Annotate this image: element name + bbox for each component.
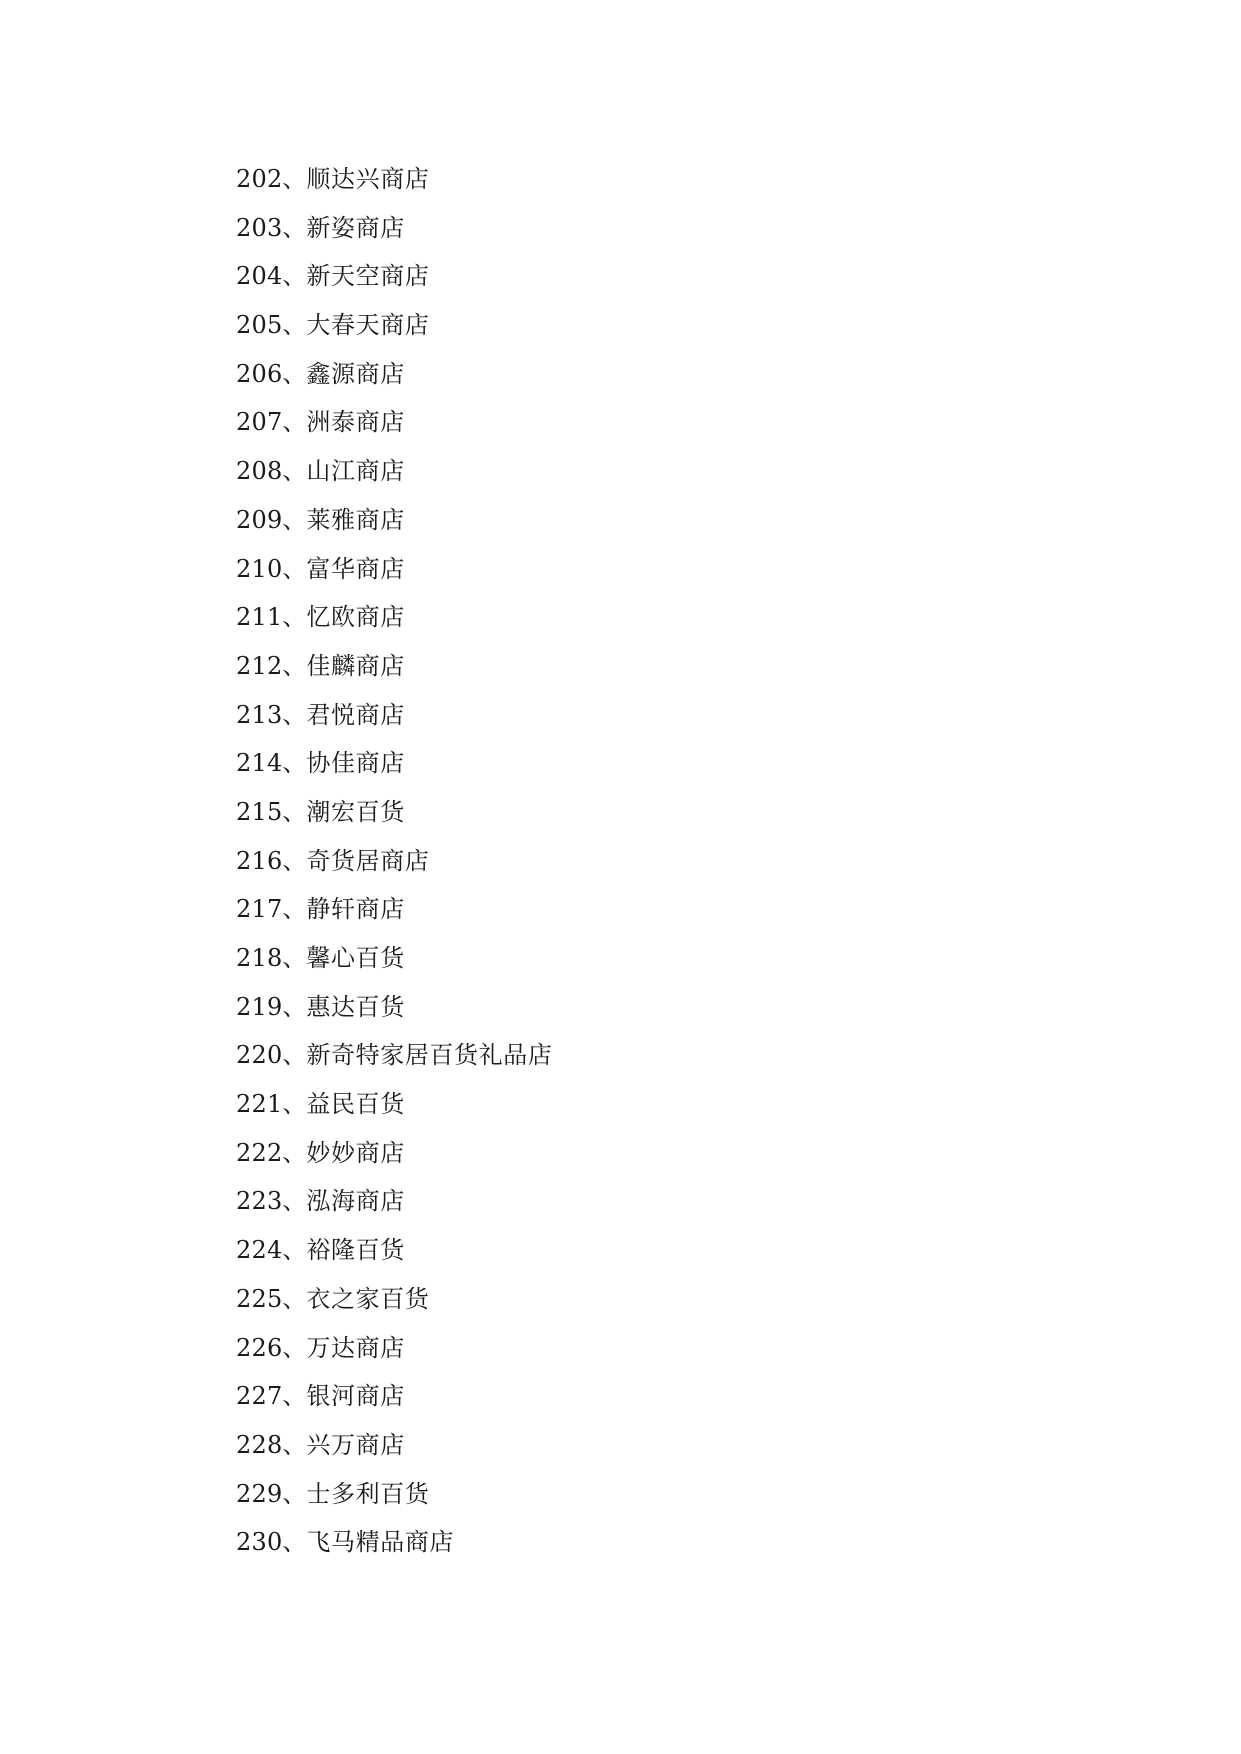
item-number: 203	[236, 213, 283, 242]
item-number: 219	[236, 992, 283, 1021]
item-name: 奇货居商店	[306, 846, 430, 875]
list-item	[236, 1129, 552, 1178]
list-item	[236, 301, 552, 350]
item-number: 207	[236, 408, 283, 437]
item-number: 214	[236, 749, 283, 778]
item-separator: 、	[282, 603, 307, 632]
item-number: 224	[236, 1236, 283, 1265]
item-name: 妙妙商店	[306, 1138, 405, 1167]
list-item	[236, 1177, 552, 1226]
item-separator: 、	[282, 554, 307, 583]
list-item	[236, 788, 552, 837]
item-separator: 、	[282, 408, 307, 437]
item-name: 潮宏百货	[306, 797, 405, 826]
item-separator: 、	[282, 1528, 307, 1557]
list-item	[236, 1080, 552, 1129]
item-name: 士多利百货	[306, 1479, 430, 1508]
item-number: 205	[236, 311, 283, 340]
item-name: 协佳商店	[306, 749, 405, 778]
list-item	[236, 398, 552, 447]
item-number: 217	[236, 895, 283, 924]
item-separator: 、	[282, 359, 307, 388]
item-number: 210	[236, 554, 283, 583]
list-item	[236, 496, 552, 545]
list-item	[236, 983, 552, 1032]
item-number: 220	[236, 1041, 283, 1070]
list-item	[236, 1372, 552, 1421]
list-item	[236, 350, 552, 399]
list-item	[236, 1421, 552, 1470]
list-item	[236, 691, 552, 740]
item-number: 223	[236, 1187, 283, 1216]
list-item	[236, 593, 552, 642]
item-name: 衣之家百货	[306, 1284, 430, 1313]
list-item	[236, 642, 552, 691]
item-number: 225	[236, 1284, 283, 1313]
item-separator: 、	[282, 1236, 307, 1265]
list-item	[236, 934, 552, 983]
item-number: 228	[236, 1430, 283, 1459]
list-item	[236, 1275, 552, 1324]
list-item	[236, 1226, 552, 1275]
item-number: 215	[236, 797, 283, 826]
item-separator: 、	[282, 1382, 307, 1411]
list-item	[236, 1031, 552, 1080]
item-separator: 、	[282, 700, 307, 729]
item-name: 富华商店	[306, 554, 405, 583]
item-name: 新奇特家居百货礼品店	[306, 1041, 553, 1070]
list-item	[236, 837, 552, 886]
item-name: 银河商店	[306, 1382, 405, 1411]
item-separator: 、	[282, 944, 307, 972]
item-name: 佳麟商店	[306, 651, 405, 680]
item-name: 兴万商店	[306, 1430, 405, 1459]
item-separator: 、	[282, 1187, 307, 1216]
item-number: 226	[236, 1333, 283, 1362]
store-list	[236, 155, 552, 1567]
item-separator: 、	[282, 749, 307, 778]
list-item	[236, 1518, 552, 1567]
list-item	[236, 155, 552, 204]
list-item	[236, 252, 552, 301]
item-separator: 、	[282, 1430, 307, 1459]
list-item	[236, 545, 552, 594]
item-separator: 、	[282, 213, 307, 242]
item-name: 山江商店	[306, 457, 405, 486]
item-name: 新姿商店	[306, 213, 405, 242]
item-number: 222	[236, 1138, 283, 1167]
item-separator: 、	[282, 505, 307, 534]
list-item	[236, 1324, 552, 1373]
item-separator: 、	[282, 1138, 307, 1167]
item-name: 鑫源商店	[306, 359, 405, 388]
item-number: 204	[236, 262, 283, 291]
item-number: 209	[236, 505, 283, 534]
item-name: 莱雅商店	[306, 505, 405, 534]
item-name: 馨心百货	[306, 944, 405, 972]
item-separator: 、	[282, 895, 307, 924]
list-item	[236, 885, 552, 934]
item-separator: 、	[282, 992, 307, 1021]
item-separator: 、	[282, 262, 307, 291]
item-number: 230	[236, 1528, 283, 1557]
item-name: 惠达百货	[306, 992, 405, 1021]
item-separator: 、	[282, 1090, 307, 1119]
item-separator: 、	[282, 1041, 307, 1070]
item-separator: 、	[282, 311, 307, 340]
item-name: 新天空商店	[306, 262, 430, 291]
item-separator: 、	[282, 651, 307, 680]
item-number: 212	[236, 651, 283, 680]
item-name: 大春天商店	[306, 311, 430, 340]
item-number: 229	[236, 1479, 283, 1508]
list-item	[236, 447, 552, 496]
item-separator: 、	[282, 1284, 307, 1313]
item-name: 益民百货	[306, 1090, 405, 1119]
item-separator: 、	[282, 1333, 307, 1362]
list-item	[236, 739, 552, 788]
item-separator: 、	[282, 797, 307, 826]
item-name: 万达商店	[306, 1333, 405, 1362]
item-name: 君悦商店	[306, 700, 405, 729]
list-item	[236, 1470, 552, 1519]
item-separator: 、	[282, 165, 307, 193]
item-number: 218	[236, 944, 283, 972]
item-number: 211	[236, 603, 283, 632]
list-item	[236, 204, 552, 253]
item-name: 忆欧商店	[306, 603, 405, 632]
item-number: 221	[236, 1090, 283, 1119]
item-name: 顺达兴商店	[306, 165, 430, 193]
item-separator: 、	[282, 846, 307, 875]
item-name: 泓海商店	[306, 1187, 405, 1216]
item-separator: 、	[282, 457, 307, 486]
item-name: 裕隆百货	[306, 1236, 405, 1265]
item-name: 飞马精品商店	[306, 1528, 455, 1557]
item-name: 静轩商店	[306, 895, 405, 924]
item-number: 213	[236, 700, 283, 729]
item-number: 208	[236, 457, 283, 486]
item-number: 227	[236, 1382, 283, 1411]
item-name: 洲泰商店	[306, 408, 405, 437]
item-number: 202	[236, 165, 283, 193]
item-separator: 、	[282, 1479, 307, 1508]
item-number: 206	[236, 359, 283, 388]
item-number: 216	[236, 846, 283, 875]
